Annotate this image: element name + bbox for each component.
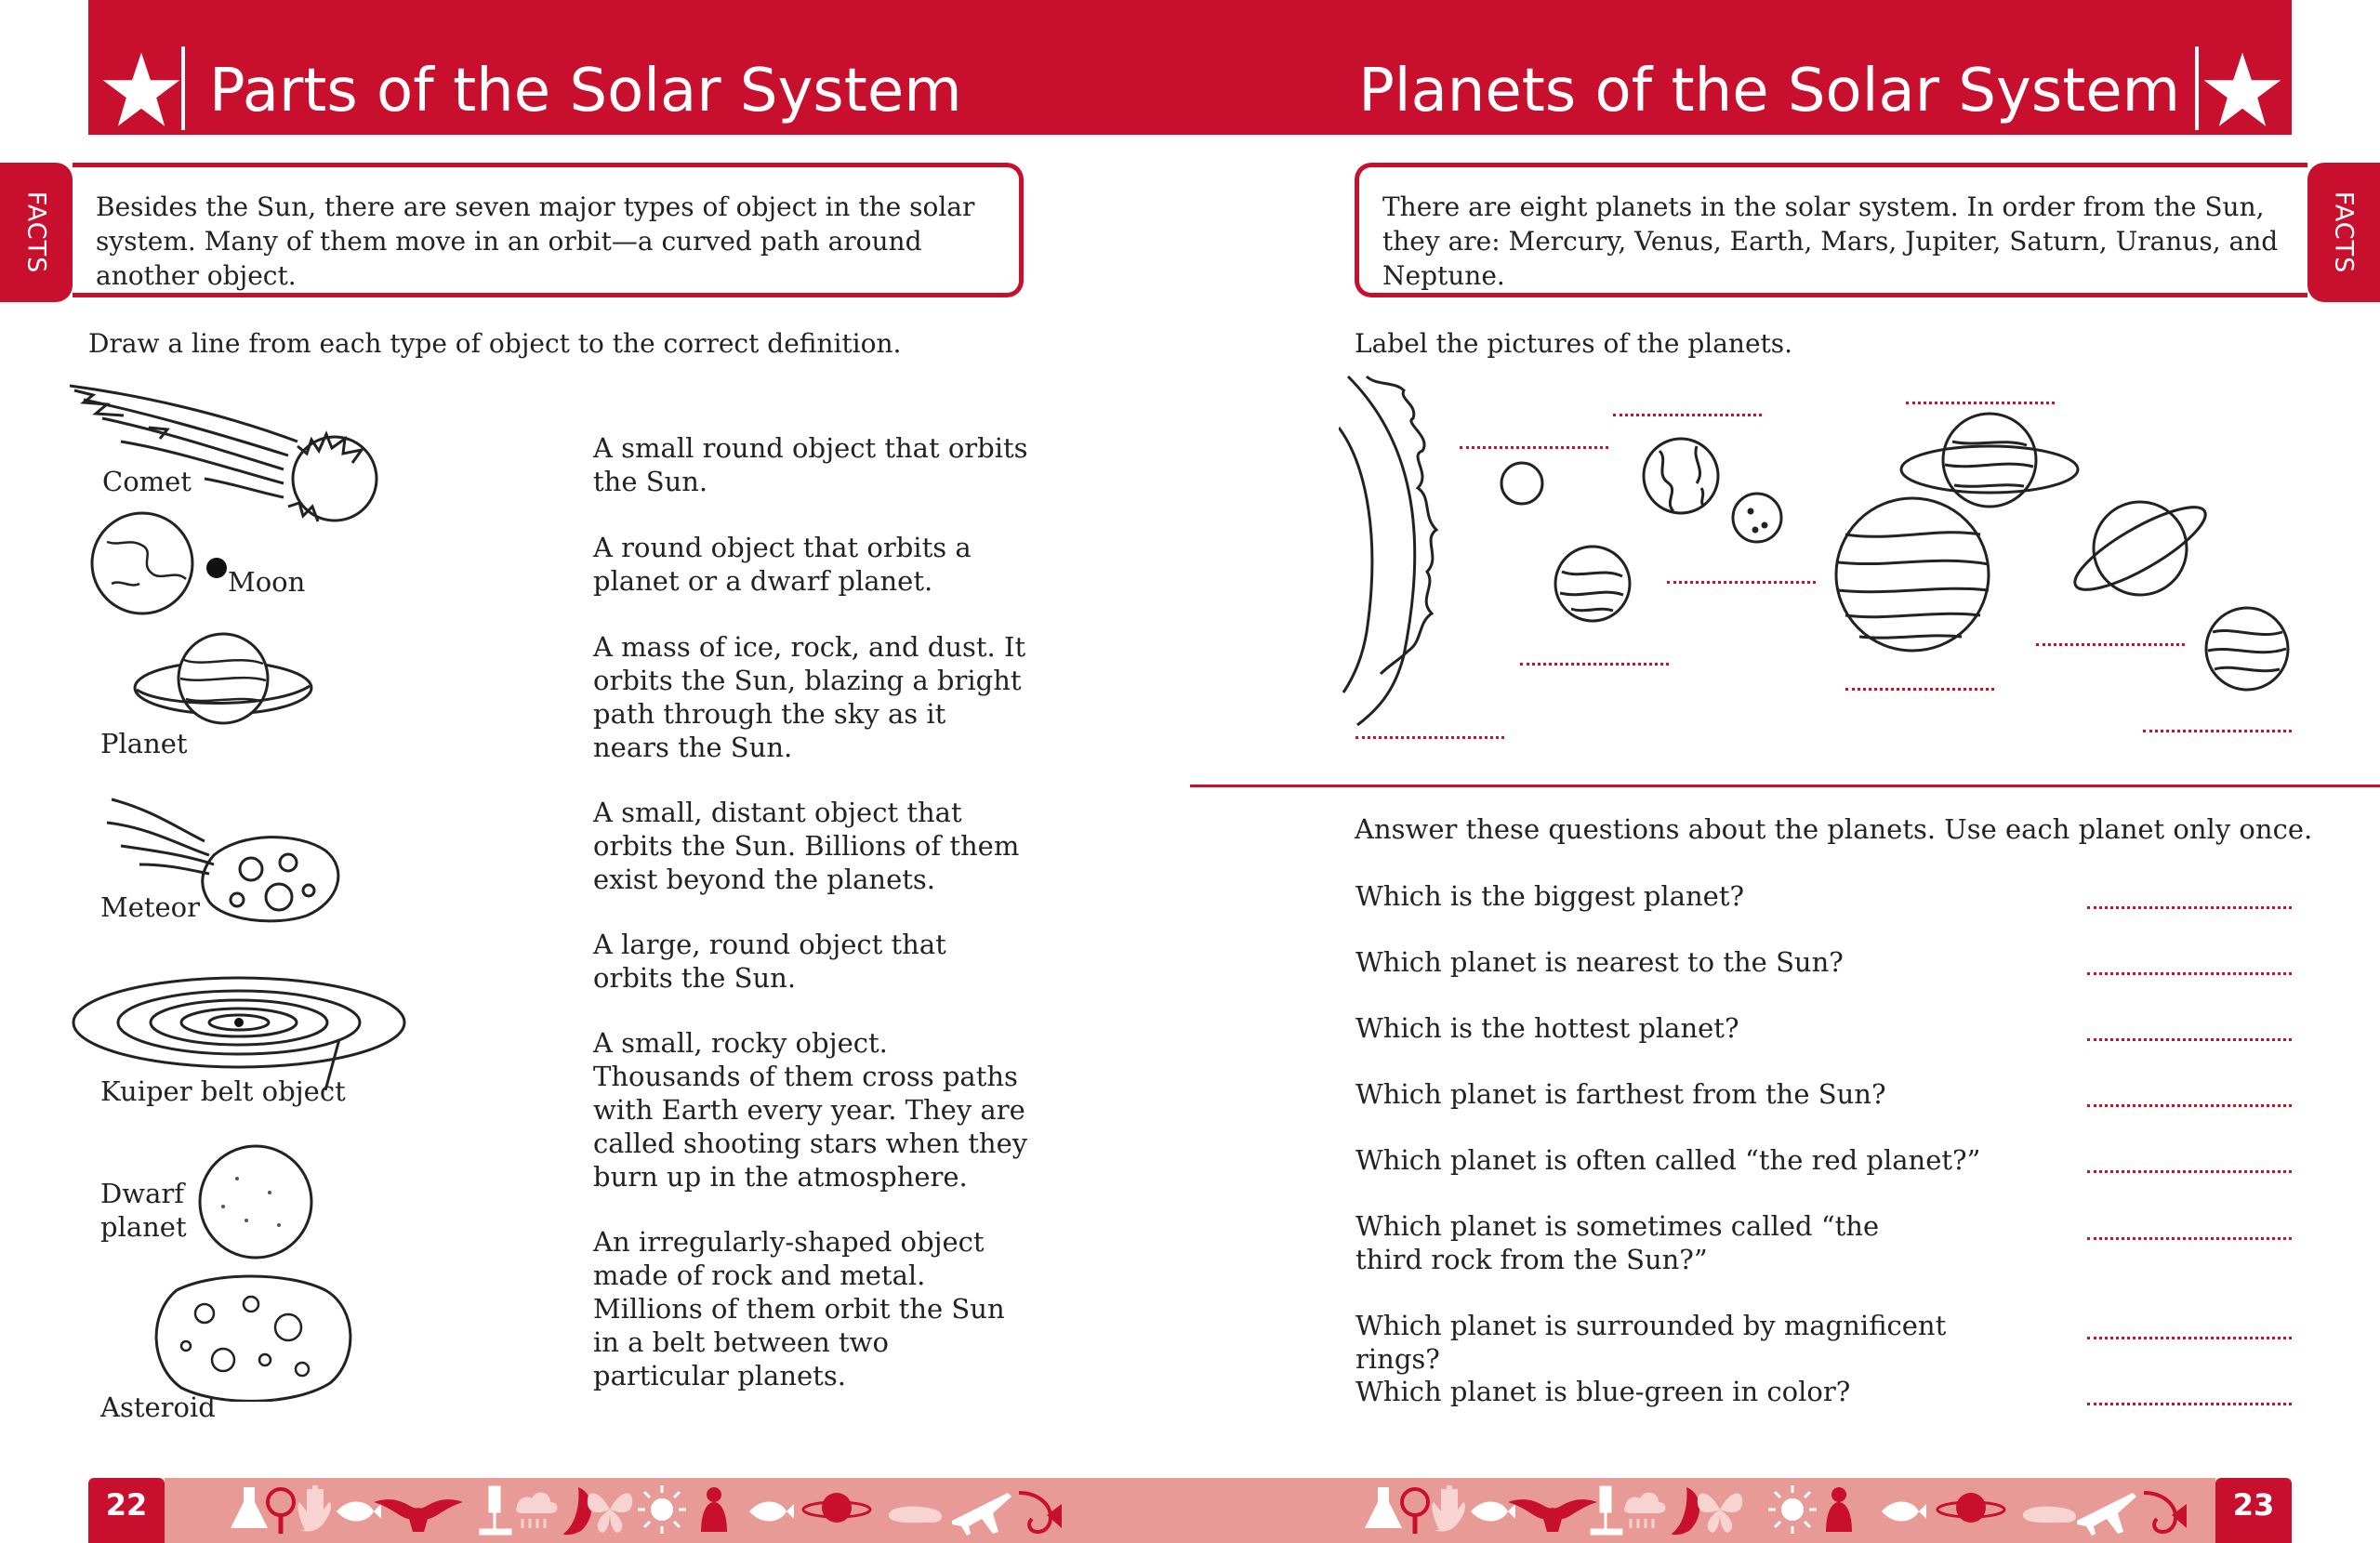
sun-icon	[636, 1484, 688, 1536]
facts-box	[73, 163, 1024, 297]
title-divider	[181, 46, 185, 130]
definition-7: An irregularly-shaped object made of rock and metal. Millions of them orbit the Sun in a belt between two particular planets.	[593, 1226, 1005, 1391]
facts-box-right	[1355, 163, 2307, 297]
answer-line-7[interactable]	[2087, 1337, 2292, 1339]
definition-4: A small, distant object that orbits the Sun. Billions of them exist beyond the planets.	[593, 797, 1020, 895]
butterfly-icon	[584, 1484, 636, 1536]
definition-2: A round object that orbits a planet or a dwarf planet.	[593, 532, 972, 597]
saturn-icon	[1934, 1484, 2008, 1536]
planet-label-line[interactable]	[1845, 688, 1994, 691]
planet-label-line[interactable]	[1460, 446, 1608, 449]
asteroid-icon	[149, 1272, 358, 1402]
horn-icon	[2138, 1484, 2190, 1536]
question-6: Which planet is sometimes called “the third rock from the Sun?”	[1355, 1210, 1880, 1275]
planets-illustration	[1339, 372, 2296, 744]
moon-icon	[88, 509, 246, 621]
question-8: Which planet is blue-green in color?	[1355, 1376, 1851, 1407]
title-divider-right	[2195, 46, 2199, 130]
label-instruction: Label the pictures of the planets.	[1355, 328, 1793, 359]
answer-line-1[interactable]	[2087, 906, 2292, 909]
answer-line-5[interactable]	[2087, 1170, 2292, 1173]
sun-icon	[1766, 1484, 1818, 1536]
asteroid-label: Asteroid	[100, 1391, 216, 1423]
fish-icon	[1876, 1484, 1928, 1536]
kuiper-label: Kuiper belt object	[100, 1075, 346, 1107]
facts-tab-label-right: FACTS	[2329, 191, 2359, 274]
question-3: Which is the hottest planet?	[1355, 1012, 1739, 1044]
answer-line-2[interactable]	[2087, 972, 2292, 975]
dwarf-planet-icon	[195, 1141, 316, 1262]
planet-label-line[interactable]	[1667, 581, 1816, 584]
facts-tab	[0, 163, 73, 302]
planet-label: Planet	[100, 728, 188, 759]
facts-tab-right	[2307, 163, 2380, 302]
person-icon	[688, 1484, 740, 1536]
eagle-icon	[372, 1484, 465, 1536]
star-icon	[99, 48, 183, 132]
facts-text: Besides the Sun, there are seven major types of object in the solar system. Many of them move in an orbit—a curved path around another object.	[96, 191, 975, 291]
answer-line-6[interactable]	[2087, 1237, 2292, 1240]
right-title-banner	[1190, 0, 2292, 135]
question-2: Which planet is nearest to the Sun?	[1355, 946, 1844, 978]
planet-label-line[interactable]	[2143, 730, 2292, 732]
star-icon	[2201, 48, 2284, 132]
section-divider	[1190, 785, 2380, 787]
facts-text-right: There are eight planets in the solar system. In order from the Sun, they are: Mercury, Venus, Earth, Mars, Jupiter, Saturn, Uranus, and Neptune.	[1382, 191, 2279, 291]
definition-6: A small, rocky object. Thousands of them cross paths with Earth every year. They are called shooting stars when they burn up in the atmosphere.	[593, 1027, 1028, 1193]
answer-line-4[interactable]	[2087, 1104, 2292, 1107]
instruction-text: Draw a line from each type of object to the correct definition.	[88, 328, 902, 359]
facts-tab-label: FACTS	[21, 191, 51, 274]
left-title-banner	[88, 0, 1190, 135]
planet-icon	[130, 632, 316, 734]
question-5: Which planet is often called “the red planet?”	[1355, 1144, 1981, 1176]
planet-label-line[interactable]	[2036, 643, 2185, 646]
saturn-icon	[800, 1484, 874, 1536]
question-4: Which planet is farthest from the Sun?	[1355, 1078, 1886, 1110]
fish-icon	[744, 1484, 796, 1536]
moon-label: Moon	[228, 566, 306, 598]
planet-label-line[interactable]	[1355, 736, 1504, 739]
airplane-icon	[948, 1484, 1013, 1536]
planet-label-line[interactable]	[1906, 402, 2055, 404]
answer-line-3[interactable]	[2087, 1038, 2292, 1041]
answer-line-8[interactable]	[2087, 1403, 2292, 1405]
question-1: Which is the biggest planet?	[1355, 880, 1745, 912]
page-title-right: Planets of the Solar System	[1358, 57, 2180, 125]
definition-1: A small round object that orbits the Sun.	[593, 432, 1028, 497]
planet-label-line[interactable]	[1520, 663, 1669, 666]
planet-label-line[interactable]	[1613, 414, 1762, 416]
butterfly-icon	[1694, 1484, 1746, 1536]
person-icon	[1813, 1484, 1865, 1536]
page-number-left: 22	[88, 1478, 165, 1543]
definition-5: A large, round object that orbits the Sun.	[593, 929, 946, 994]
meteor-label: Meteor	[100, 891, 200, 923]
questions-instruction: Answer these questions about the planets. Use each planet only once.	[1355, 813, 2313, 845]
horn-icon	[1013, 1484, 1065, 1536]
airplane-icon	[2073, 1484, 2138, 1536]
comet-label: Comet	[102, 466, 192, 497]
definition-3: A mass of ice, rock, and dust. It orbits the Sun, blazing a bright path through the sky as it nears the Sun.	[593, 631, 1026, 763]
question-7: Which planet is surrounded by magnificent rings?	[1355, 1310, 1947, 1375]
footprint-icon	[883, 1484, 948, 1536]
page-number-right: 23	[2215, 1478, 2292, 1543]
dwarf-planet-label-2: planet	[100, 1211, 187, 1243]
page-title: Parts of the Solar System	[209, 57, 962, 125]
dwarf-planet-label-1: Dwarf	[100, 1178, 184, 1209]
